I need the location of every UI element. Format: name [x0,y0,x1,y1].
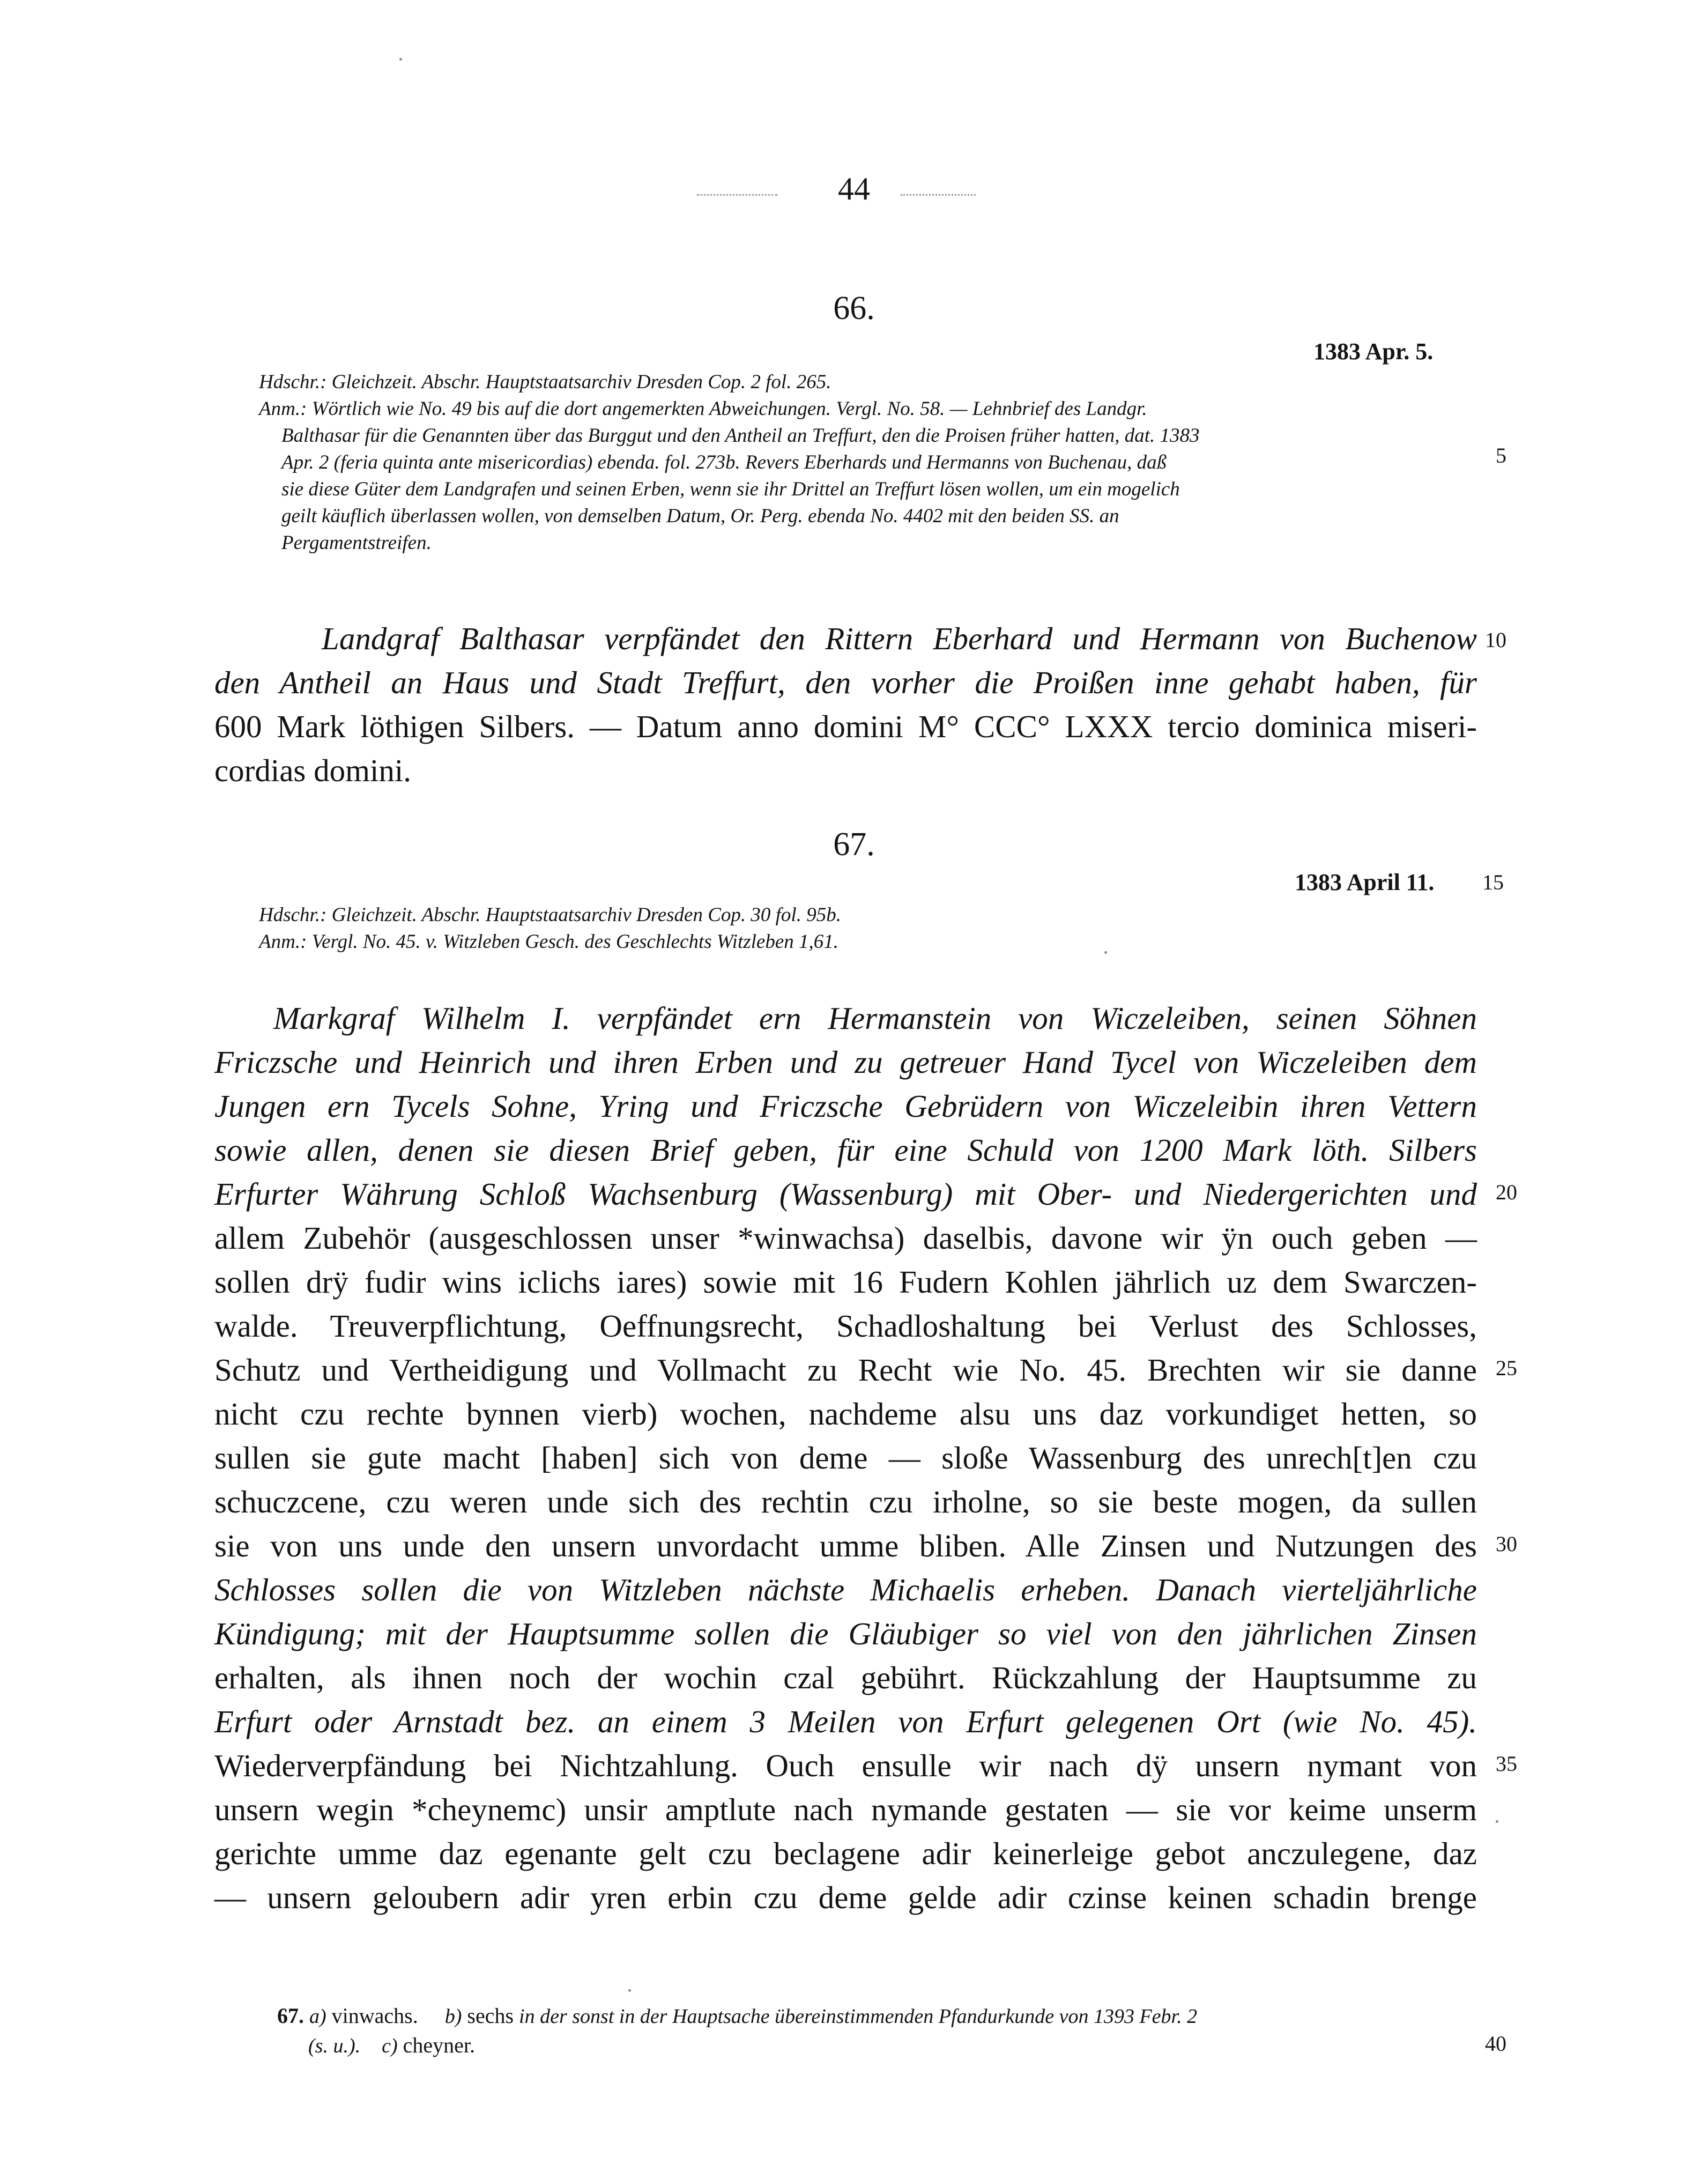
note-line: sie diese Güter dem Landgrafen und seinen Erben, wenn sie ihr Drittel an Treffurt lösen wollen, um ein mogelich [281,478,1180,500]
entry-67-regest [214,996,1477,1919]
text-line: Friczsche und Heinrich und ihren Erben und zu getreuer Hand Tycel von Wiczeleiben dem [214,1044,1477,1080]
footnote-text-c: cheyner. [403,2033,476,2057]
footnote-label: 67. [277,2004,304,2028]
note-line: geilt käuflich überlassen wollen, von demselben Datum, Or. Perg. ebenda No. 4402 mit den beiden SS. an [281,505,1119,527]
entry-67-date: 1383 April 11. [1295,869,1435,895]
text-line: Jungen ern Tycels Sohne, Yring und Friczsche Gebrüdern von Wiczeleibin ihren Vettern [214,1088,1477,1124]
decorative-dash-right [901,194,976,196]
text-line: 600 Mark löthigen Silbers. — Datum anno domini M° CCC° LXXX tercio dominica miseri- [214,709,1477,744]
text-line: Schutz und Vertheidigung und Vollmacht zu Recht wie No. 45. Brechten wir sie danne [214,1352,1477,1388]
line-number: 5 [1496,443,1506,468]
entry-67-source-note [259,902,1476,955]
text-line: gerichte umme daz egenante gelt czu beclagene adir keinerleige gebot anczulegene, daz [214,1836,1477,1871]
text-line: cordias domini. [214,753,412,788]
text-line: Landgraf Balthasar verpfändet den Rittern Eberhard und Hermann von Buchenow [322,621,1477,656]
text-line: erhalten, als ihnen noch der wochin czal gebührt. Rückzahlung der Hauptsumme zu [214,1660,1477,1695]
text-line: sie von uns unde den unsern unvordacht umme bliben. Alle Zinsen und Nutzungen des [214,1528,1477,1563]
entry-66-source-note [259,369,1476,557]
entry-66-regest [214,617,1477,792]
note-line: Anm.: Vergl. No. 45. v. Witzleben Gesch. des Geschlechts Witzleben 1,61. [259,931,839,953]
text-line: Wiederverpfändung bei Nichtzahlung. Ouch ensulle wir nach dÿ unsern nymant von [214,1748,1477,1783]
entry-66-date: 1383 Apr. 5. [1313,338,1434,365]
footnote-marker-b: b) [444,2005,462,2028]
text-line: walde. Treuverpflichtung, Oeffnungsrecht, Schadloshaltung bei Verlust des Schlosses, [214,1308,1477,1344]
text-line: nicht czu rechte bynnen vierb) wochen, nachdeme alsu uns daz vorkundiget hetten, so [214,1396,1477,1432]
footnote-reference: (s. u.). [308,2035,361,2057]
note-line: Anm.: Wörtlich wie No. 49 bis auf die dort angemerkten Abweichungen. Vergl. No. 58. — Lehnbrief des Landgr. [259,398,1147,420]
note-line: Pergamentstreifen. [281,532,432,554]
text-line: sollen drÿ fudir wins iclichs iares) sowie mit 16 Fudern Kohlen jährlich uz dem Swarczen- [214,1264,1477,1300]
footnote-marker-a: a) [309,2005,326,2028]
footnote-marker-c: c) [382,2035,398,2057]
speck-mark [399,58,402,61]
text-line: sullen sie gute macht [haben] sich von deme — sloße Wassenburg des unrech[t]en czu [214,1440,1477,1475]
text-line: — unsern geloubern adir yren erbin czu deme gelde adir czinse keinen schadin brenge [214,1880,1477,1915]
line-number: 30 [1496,1532,1517,1556]
line-number: 10 [1485,628,1506,652]
note-line: Apr. 2 (feria quinta ante misericordias) ebenda. fol. 273b. Revers Eberhards und Hermanns von Buchenau, daß [281,451,1167,473]
text-line: den Antheil an Haus und Stadt Treffurt, den vorher die Proißen inne gehabt haben, für [214,665,1477,700]
text-line: Markgraf Wilhelm I. verpfändet ern Hermanstein von Wiczeleiben, seinen Söhnen [273,1000,1477,1036]
note-line: Hdschr.: Gleichzeit. Abschr. Hauptstaatsarchiv Dresden Cop. 2 fol. 265. [259,371,831,393]
text-line: Kündigung; mit der Hauptsumme sollen die Gläubiger so viel von den jährlichen Zinsen [214,1616,1477,1651]
text-line: Schlosses sollen die von Witzleben nächste Michaelis erheben. Danach vierteljährliche [214,1572,1477,1607]
speck-mark [1104,951,1107,954]
text-line: unsern wegin *cheynemc) unsir amptlute nach nymande gestaten — sie vor keime unserm [214,1792,1477,1827]
entry-67-number: 67. [833,826,875,863]
page-number: 44 [838,171,870,206]
speck-mark [1496,1820,1498,1823]
footnote [277,2001,1489,2060]
note-line: Balthasar für die Genannten über das Burggut und den Antheil an Treffurt, den die Proisen früher hatten, dat. 1383 [281,425,1200,447]
note-line: Hdschr.: Gleichzeit. Abschr. Hauptstaatsarchiv Dresden Cop. 30 fol. 95b. [259,904,841,926]
line-number: 40 [1485,2031,1506,2056]
footnote-text-b: sechs [467,2004,514,2028]
footnote-line-2 [277,2031,1489,2060]
text-line: schuczcene, czu weren unde sich des rechtin czu irholne, so sie beste mogen, da sullen [214,1484,1477,1519]
footnote-text-b-rest: in der sonst in der Hauptsache übereinstimmenden Pfandurkunde von 1393 Febr. 2 [519,2005,1198,2028]
entry-66-number: 66. [833,290,875,327]
speck-mark [628,1989,631,1992]
text-line: sowie allen, denen sie diesen Brief geben, für eine Schuld von 1200 Mark löth. Silbers [214,1132,1477,1168]
line-number: 15 [1482,870,1504,894]
text-line: Erfurter Währung Schloß Wachsenburg (Wassenburg) mit Ober- und Niedergerichten und [214,1176,1477,1212]
footnote-line-1 [277,2001,1489,2031]
line-number: 35 [1496,1752,1517,1776]
text-line: Erfurt oder Arnstadt bez. an einem 3 Meilen von Erfurt gelegenen Ort (wie No. 45). [214,1704,1477,1739]
line-number: 20 [1496,1180,1517,1204]
text-line: allem Zubehör (ausgeschlossen unser *winwachsa) daselbis, davone wir ÿn ouch geben — [214,1220,1477,1256]
footnote-text-a: vinwachs. [331,2004,418,2028]
line-number: 25 [1496,1356,1517,1380]
